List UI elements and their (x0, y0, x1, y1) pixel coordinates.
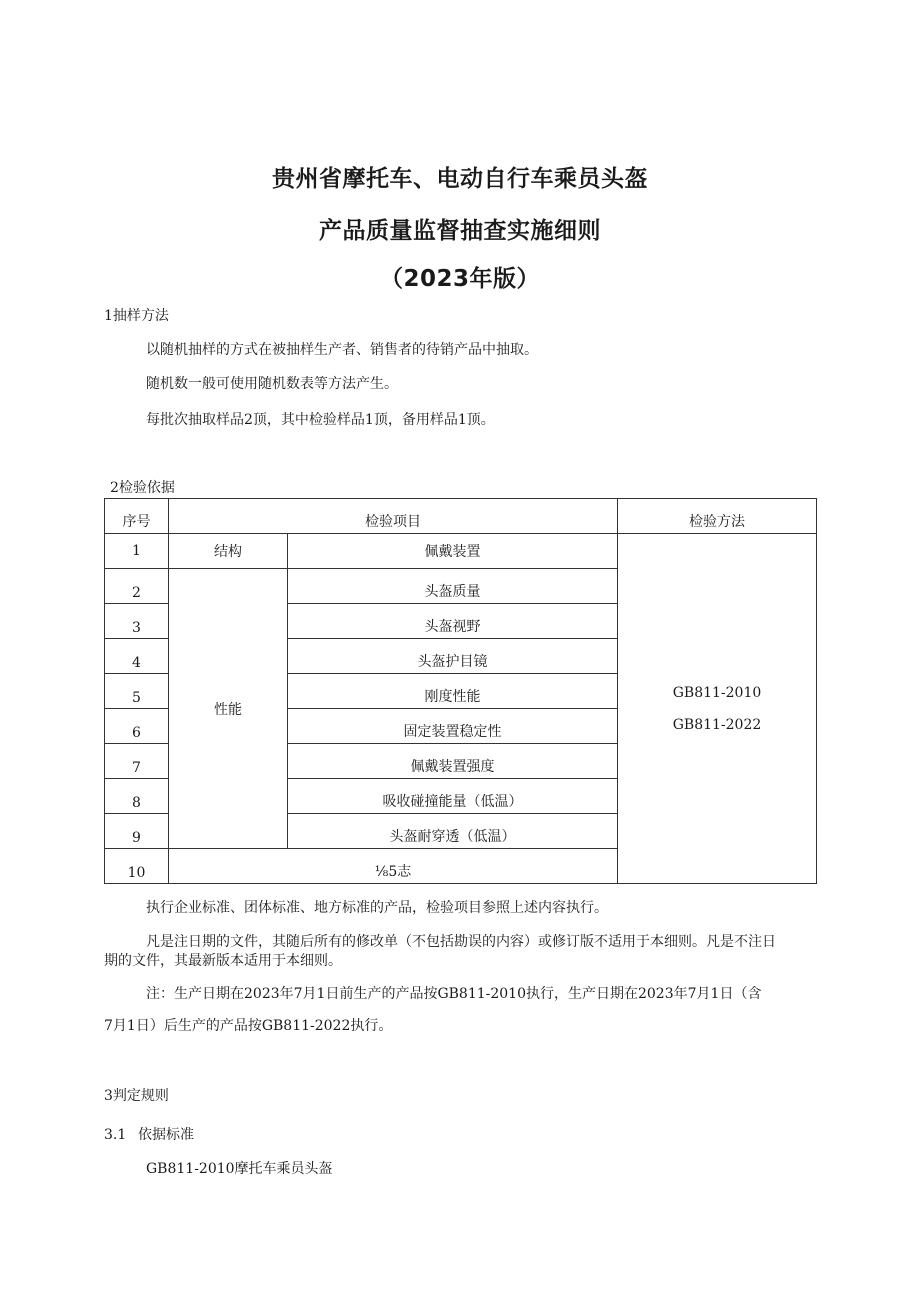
row-no: 4 (105, 639, 169, 674)
section-1-heading: 1抽样方法 (104, 308, 169, 324)
row-item: 固定装置稳定性 (288, 709, 618, 744)
table-row (105, 534, 817, 569)
note-paragraph: 执行企业标准、团体标准、地方标准的产品，检验项目参照上述内容执行。 (146, 900, 608, 916)
row-item: 头盔视野 (288, 604, 618, 639)
row-no: 10 (105, 849, 169, 884)
section-1-paragraph: 随机数一般可使用随机数表等方法产生。 (146, 376, 398, 392)
row-item: 刚度性能 (288, 674, 618, 709)
title-line-3: （2023年版） (379, 266, 540, 292)
method-cell (618, 534, 817, 884)
row-item: 佩戴装置强度 (288, 744, 618, 779)
header-item: 检验项目 (169, 499, 618, 534)
note-paragraph: 期的文件，其最新版本适用于本细则。 (104, 953, 342, 969)
method-standard: GB811-2022 (672, 716, 762, 733)
row-no: 2 (105, 569, 169, 604)
section-3-1-heading: 依据标准 (138, 1127, 194, 1143)
row-no: 6 (105, 709, 169, 744)
note-paragraph: 注：生产日期在2023年7月1日前生产的产品按GB811-2010执行，生产日期在2023年7月1日（含 (146, 986, 762, 1002)
row-item: 头盔护目镜 (288, 639, 618, 674)
row-no: 7 (105, 744, 169, 779)
group-structure: 结构 (169, 534, 288, 569)
section-3-1-number: 3.1 (104, 1127, 127, 1143)
section-1-paragraph: 每批次抽取样品2顶，其中检验样品1顶，备用样品1顶。 (146, 412, 495, 428)
row-item: 吸收碰撞能量（低温） (288, 779, 618, 814)
section-2-heading: 2检验依据 (110, 480, 175, 496)
row-item: 头盔耐穿透（低温） (288, 814, 618, 849)
group-performance: 性能 (169, 569, 288, 849)
title-line-1: 贵州省摩托车、电动自行车乘员头盔 (272, 166, 648, 192)
note-paragraph: 7月1日）后生产的产品按GB811-2022执行。 (104, 1018, 393, 1034)
row-item: 头盔质量 (288, 569, 618, 604)
standard-reference: GB811-2010摩托车乘员头盔 (146, 1161, 333, 1177)
method-standard: GB811-2010 (672, 684, 762, 701)
note-paragraph: 凡是注日期的文件，其随后所有的修改单（不包括勘误的内容）或修订版不适用于本细则。凡是不注日 (146, 934, 776, 950)
inspection-table (104, 498, 817, 884)
header-method: 检验方法 (618, 499, 817, 534)
section-3-heading: 3判定规则 (104, 1088, 169, 1104)
row-item: ⅛5志 (169, 849, 618, 884)
row-no: 9 (105, 814, 169, 849)
section-1-paragraph: 以随机抽样的方式在被抽样生产者、销售者的待销产品中抽取。 (146, 342, 538, 358)
row-item: 佩戴装置 (288, 534, 618, 569)
header-no: 序号 (105, 499, 169, 534)
title-line-2: 产品质量监督抽查实施细则 (319, 218, 601, 244)
table-header-row (105, 499, 817, 534)
row-no: 1 (105, 534, 169, 569)
row-no: 5 (105, 674, 169, 709)
row-no: 8 (105, 779, 169, 814)
row-no: 3 (105, 604, 169, 639)
